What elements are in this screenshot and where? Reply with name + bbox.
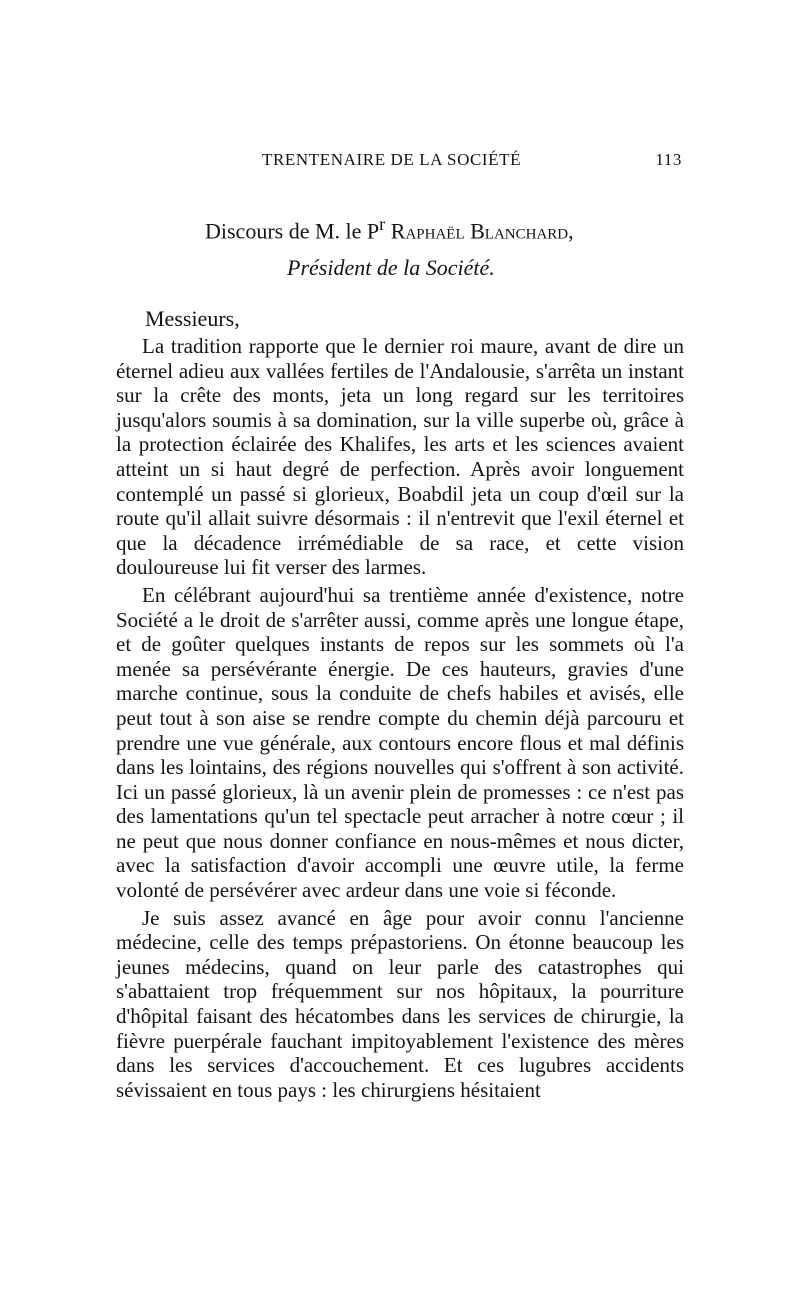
speech-title [205,214,574,244]
paragraph-boabdil: La tradition rapporte que le dernier roi maure, avant de dire un éternel adieu aux vallées fertiles de l'Andalousie, s'arrêta un instant sur la crête des monts, jeta un long regard sur les territoires jusqu'alors soumis à sa domination, sur la ville superbe où, grâce à la protection éclairée des Khalifes, les arts et les sciences avaient atteint un si haut degré de perfection. Après avoir longuement contemplé un passé si glorieux, Boabdil jeta un coup d'œil sur la route qu'il allait suivre désormais : il n'entrevit que l'exil éternel et que la décadence irrémédiable de sa race, et cette vision douloureuse lui fit verser des larmes. [116,334,684,580]
running-title: TRENTENAIRE DE LA SOCIÉTÉ [262,150,522,169]
speaker-role: Président de la Société. [287,255,495,280]
speaker-name: Raphaël Blanchard, [390,218,574,244]
body-text [116,334,684,1105]
speech-title-prefix: Discours de M. le P [205,218,380,244]
salutation: Messieurs, [145,306,240,331]
paragraph-trentieme-annee: En célébrant aujourd'hui sa trentième année d'existence, notre Société a le droit de s'arrêter aussi, comme après une longue étape, et de goûter quelques instants de repos sur les sommets où l'a menée sa persévérante énergie. De ces hauteurs, gravies d'une marche continue, sous la conduite de chefs habiles et avisés, elle peut tout à son aise se rendre compte du chemin déjà parcouru et prendre une vue générale, aux contours encore flous et mal définis dans les lointains, des régions nouvelles qui s'offrent à son activité. Ici un passé glorieux, là un avenir plein de promesses : ce n'est pas des lamentations qu'un tel spectacle peut arracher à notre cœur ; il ne peut que nous donner confiance en nous-mêmes et nous dicter, avec la satisfaction d'avoir accompli une œuvre utile, la ferme volonté de persévérer avec ardeur dans une voie si féconde. [116,582,684,903]
professor-abbreviation-superscript: r [379,214,386,234]
paragraph-ancienne-medecine: Je suis assez avancé en âge pour avoir connu l'ancienne médecine, celle des temps prépastoriens. On étonne beaucoup les jeunes médecins, quand on leur parle des catastrophes qui s'abattaient trop fréquemment sur nos hôpitaux, la pourriture d'hôpital faisant des hécatombes dans les services de chirurgie, la fièvre puerpérale fauchant impitoyablement l'existence des mères dans les services d'accouchement. Et ces lugubres accidents sévissaient en tous pays : les chirurgiens hésitaient [116,905,684,1102]
page-number: 113 [655,150,682,169]
running-head [262,150,682,174]
